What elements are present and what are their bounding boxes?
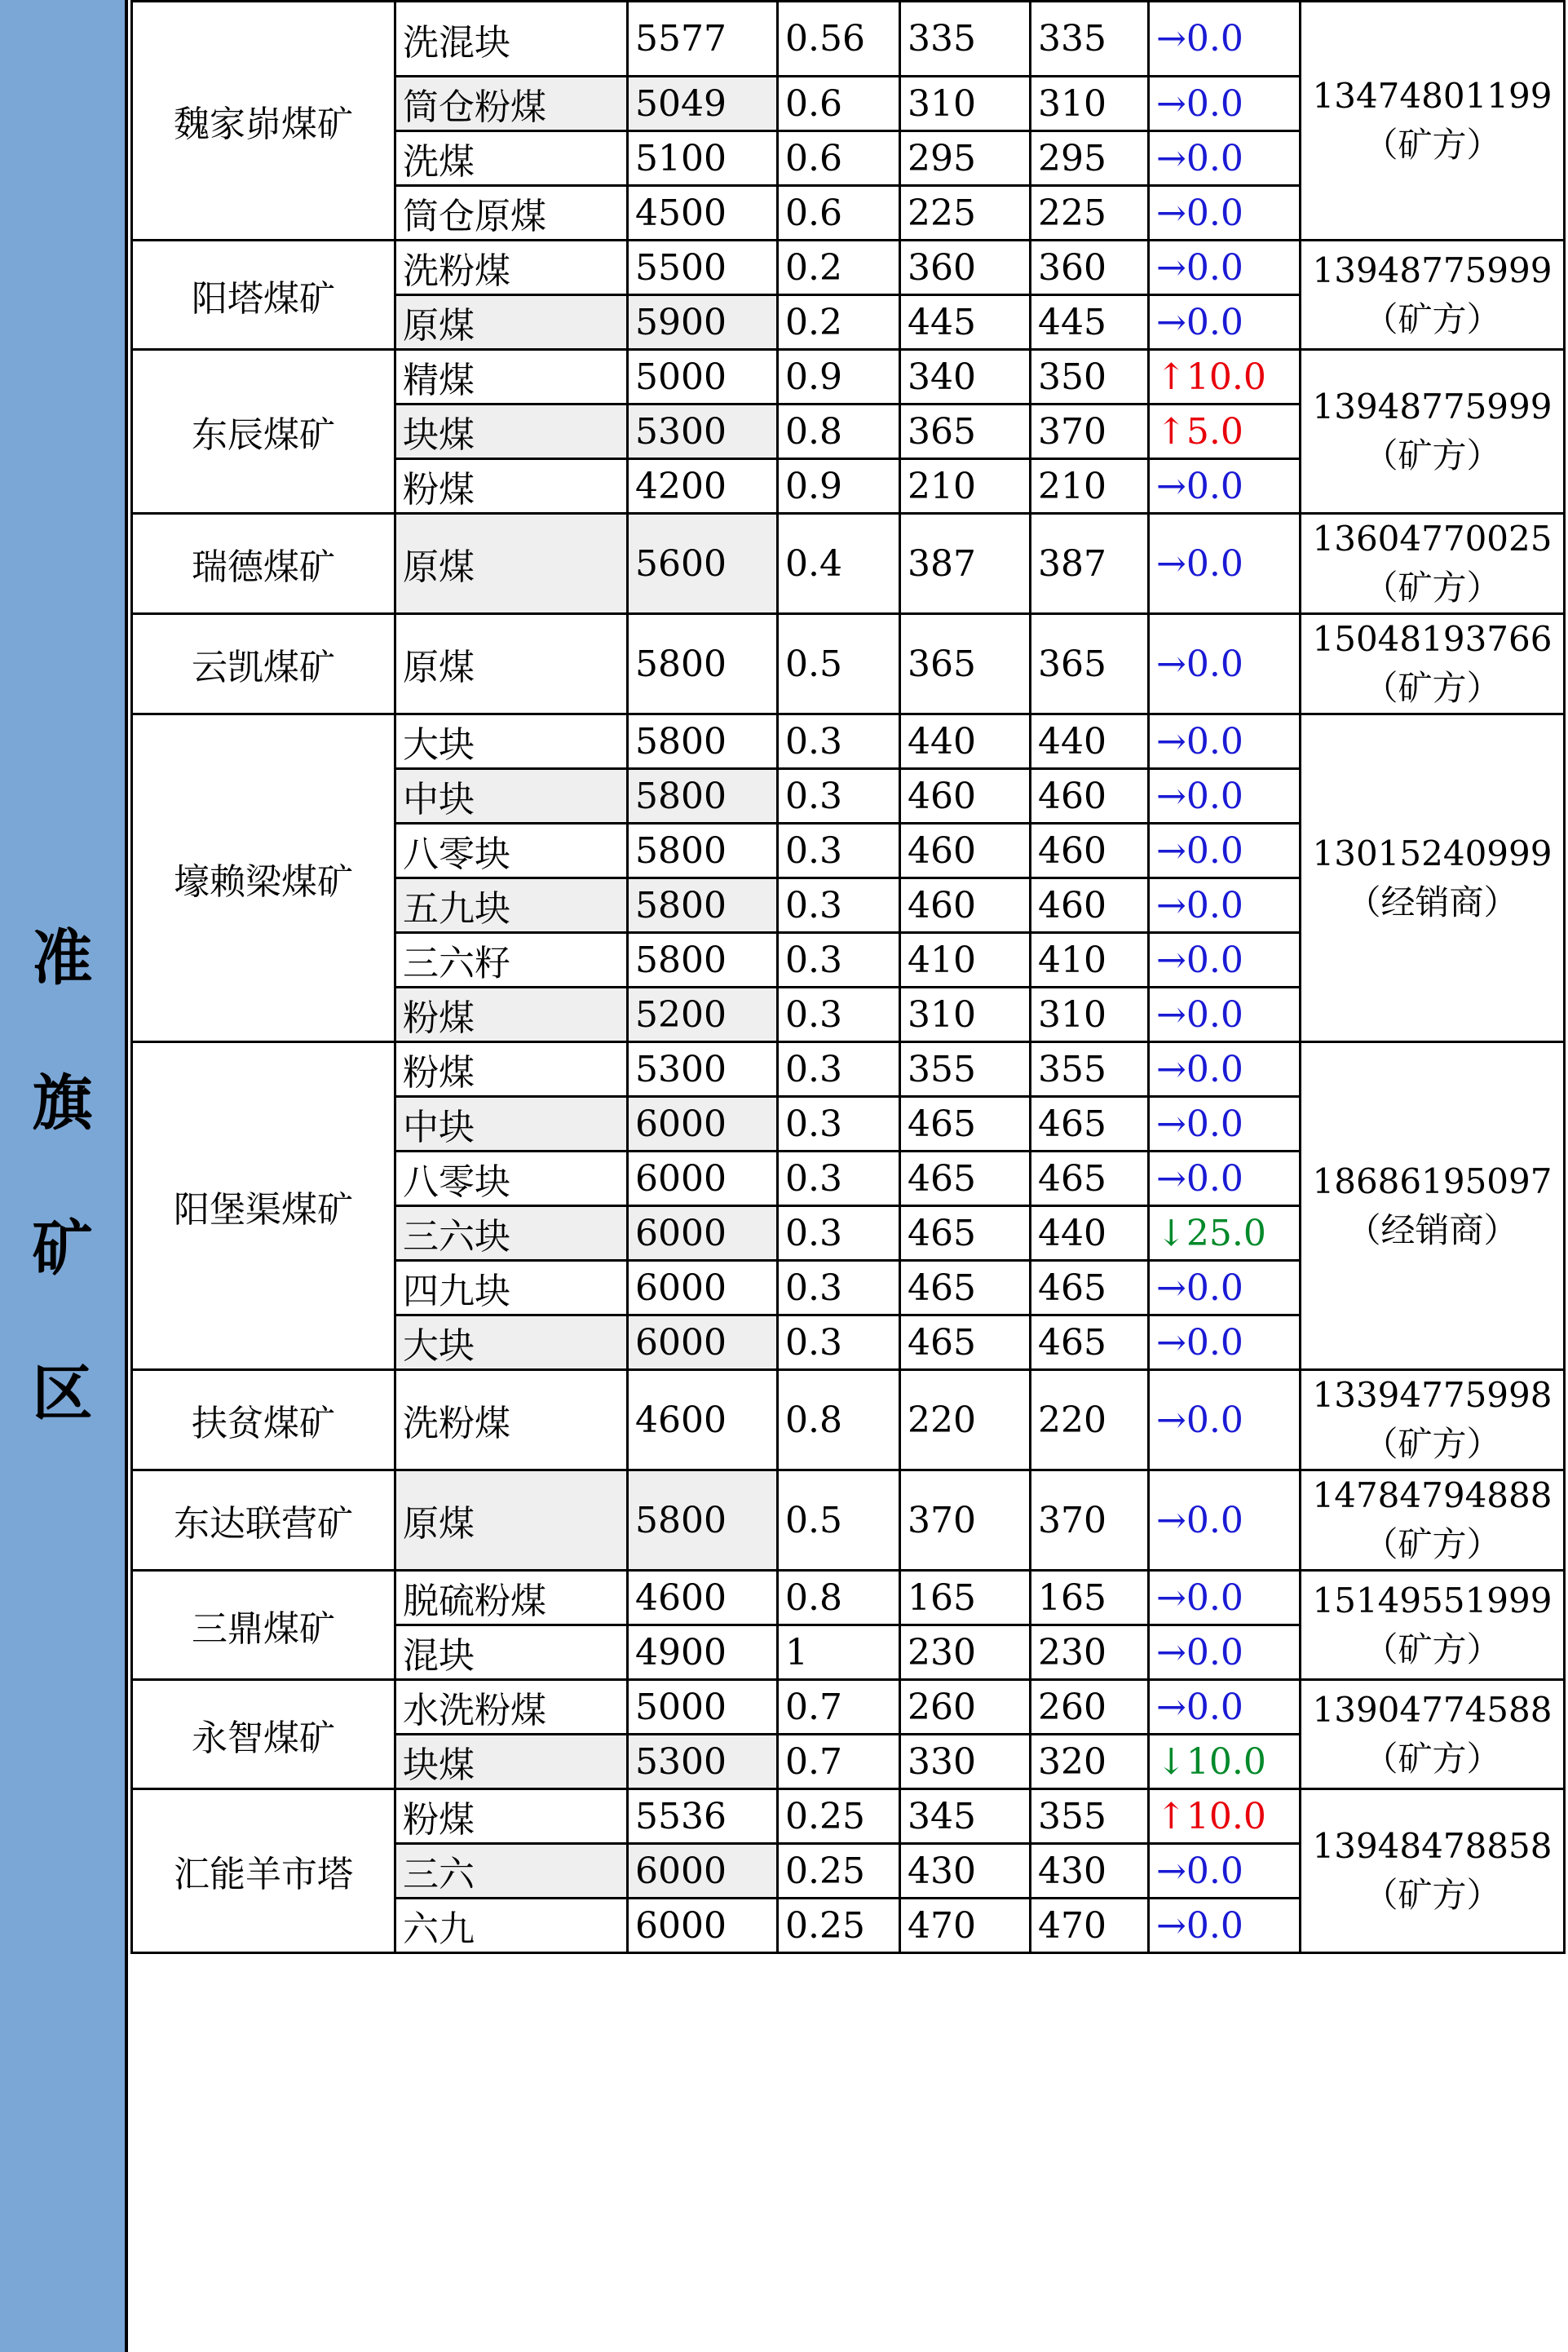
mine-name: 壕赖梁煤矿 xyxy=(132,714,395,1042)
price-change: ↑10.0 xyxy=(1149,1789,1301,1844)
mine-name: 阳塔煤矿 xyxy=(132,241,395,350)
current-price: 360 xyxy=(1031,241,1149,295)
previous-price: 295 xyxy=(900,131,1031,186)
table-row xyxy=(132,514,1565,614)
current-price: 470 xyxy=(1031,1899,1149,1953)
price-change: ↓10.0 xyxy=(1149,1735,1301,1789)
mine-name: 魏家峁煤矿 xyxy=(132,2,395,241)
current-price: 310 xyxy=(1031,77,1149,131)
sulfur-content: 0.2 xyxy=(778,295,900,350)
product-name: 筒仓粉煤 xyxy=(395,77,628,131)
sulfur-content: 0.7 xyxy=(778,1735,900,1789)
calorific-value: 5200 xyxy=(628,988,778,1042)
calorific-value: 4600 xyxy=(628,1571,778,1625)
contact-phone: 13904774588 xyxy=(1312,1689,1553,1730)
previous-price: 430 xyxy=(900,1844,1031,1899)
product-name: 精煤 xyxy=(395,350,628,405)
price-change: →0.0 xyxy=(1149,614,1301,714)
calorific-value: 5300 xyxy=(628,405,778,459)
calorific-value: 5000 xyxy=(628,350,778,405)
current-price: 365 xyxy=(1031,614,1149,714)
previous-price: 330 xyxy=(900,1735,1031,1789)
contact-phone: 18686195097 xyxy=(1312,1161,1553,1201)
current-price: 225 xyxy=(1031,186,1149,241)
sulfur-content: 0.2 xyxy=(778,241,900,295)
sulfur-content: 0.3 xyxy=(778,1261,900,1315)
calorific-value: 5800 xyxy=(628,824,778,878)
previous-price: 225 xyxy=(900,186,1031,241)
sulfur-content: 1 xyxy=(778,1625,900,1680)
contact-role: （矿方） xyxy=(1363,1875,1501,1915)
current-price: 430 xyxy=(1031,1844,1149,1899)
price-change: →0.0 xyxy=(1149,1261,1301,1315)
sulfur-content: 0.5 xyxy=(778,1470,900,1571)
product-name: 粉煤 xyxy=(395,1789,628,1844)
previous-price: 310 xyxy=(900,77,1031,131)
mine-name: 东辰煤矿 xyxy=(132,350,395,514)
product-name: 六九 xyxy=(395,1899,628,1953)
calorific-value: 5800 xyxy=(628,933,778,988)
table-row xyxy=(132,1571,1565,1625)
price-change: ↓25.0 xyxy=(1149,1206,1301,1261)
current-price: 220 xyxy=(1031,1370,1149,1470)
previous-price: 365 xyxy=(900,614,1031,714)
sulfur-content: 0.8 xyxy=(778,405,900,459)
contact-cell xyxy=(1301,241,1565,350)
calorific-value: 5800 xyxy=(628,769,778,824)
contact-cell xyxy=(1301,614,1565,714)
calorific-value: 5500 xyxy=(628,241,778,295)
calorific-value: 5800 xyxy=(628,1470,778,1571)
price-change: →0.0 xyxy=(1149,514,1301,614)
sulfur-content: 0.56 xyxy=(778,2,900,77)
product-name: 粉煤 xyxy=(395,459,628,514)
current-price: 387 xyxy=(1031,514,1149,614)
price-change: ↑10.0 xyxy=(1149,350,1301,405)
calorific-value: 6000 xyxy=(628,1206,778,1261)
price-change: ↑5.0 xyxy=(1149,405,1301,459)
product-name: 三六籽 xyxy=(395,933,628,988)
contact-cell xyxy=(1301,350,1565,514)
previous-price: 387 xyxy=(900,514,1031,614)
product-name: 八零块 xyxy=(395,824,628,878)
current-price: 355 xyxy=(1031,1789,1149,1844)
current-price: 210 xyxy=(1031,459,1149,514)
previous-price: 410 xyxy=(900,933,1031,988)
price-change: →0.0 xyxy=(1149,459,1301,514)
table-row xyxy=(132,2,1565,77)
table-row xyxy=(132,1789,1565,1844)
contact-cell xyxy=(1301,1680,1565,1789)
contact-role: （矿方） xyxy=(1363,435,1501,475)
contact-role: （矿方） xyxy=(1363,1424,1501,1464)
previous-price: 445 xyxy=(900,295,1031,350)
calorific-value: 4200 xyxy=(628,459,778,514)
previous-price: 465 xyxy=(900,1206,1031,1261)
calorific-value: 4600 xyxy=(628,1370,778,1470)
sulfur-content: 0.3 xyxy=(778,933,900,988)
sulfur-content: 0.25 xyxy=(778,1844,900,1899)
price-change: →0.0 xyxy=(1149,77,1301,131)
sulfur-content: 0.4 xyxy=(778,514,900,614)
product-name: 洗粉煤 xyxy=(395,1370,628,1470)
product-name: 五九块 xyxy=(395,878,628,933)
price-change: →0.0 xyxy=(1149,1680,1301,1735)
sulfur-content: 0.3 xyxy=(778,1315,900,1370)
previous-price: 465 xyxy=(900,1097,1031,1152)
calorific-value: 4500 xyxy=(628,186,778,241)
price-change: →0.0 xyxy=(1149,1097,1301,1152)
product-name: 混块 xyxy=(395,1625,628,1680)
current-price: 465 xyxy=(1031,1261,1149,1315)
region-char: 区 xyxy=(32,1359,93,1429)
previous-price: 260 xyxy=(900,1680,1031,1735)
current-price: 355 xyxy=(1031,1042,1149,1097)
calorific-value: 4900 xyxy=(628,1625,778,1680)
previous-price: 335 xyxy=(900,2,1031,77)
current-price: 165 xyxy=(1031,1571,1149,1625)
current-price: 320 xyxy=(1031,1735,1149,1789)
previous-price: 365 xyxy=(900,405,1031,459)
region-char: 旗 xyxy=(32,1068,93,1138)
mine-name: 三鼎煤矿 xyxy=(132,1571,395,1680)
price-change: →0.0 xyxy=(1149,1470,1301,1571)
calorific-value: 5100 xyxy=(628,131,778,186)
previous-price: 220 xyxy=(900,1370,1031,1470)
contact-cell xyxy=(1301,1571,1565,1680)
sulfur-content: 0.5 xyxy=(778,614,900,714)
calorific-value: 5300 xyxy=(628,1735,778,1789)
contact-phone: 13015240999 xyxy=(1312,833,1553,873)
current-price: 295 xyxy=(1031,131,1149,186)
mine-name: 永智煤矿 xyxy=(132,1680,395,1789)
previous-price: 460 xyxy=(900,769,1031,824)
current-price: 335 xyxy=(1031,2,1149,77)
previous-price: 465 xyxy=(900,1152,1031,1206)
previous-price: 310 xyxy=(900,988,1031,1042)
current-price: 310 xyxy=(1031,988,1149,1042)
contact-phone: 15149551999 xyxy=(1312,1580,1553,1620)
calorific-value: 5900 xyxy=(628,295,778,350)
sulfur-content: 0.3 xyxy=(778,1206,900,1261)
region-char: 矿 xyxy=(32,1214,93,1284)
product-name: 中块 xyxy=(395,769,628,824)
table-row xyxy=(132,714,1565,769)
product-name: 原煤 xyxy=(395,295,628,350)
table-row xyxy=(132,614,1565,714)
current-price: 460 xyxy=(1031,769,1149,824)
contact-phone: 13604770025 xyxy=(1312,519,1553,559)
price-change: →0.0 xyxy=(1149,988,1301,1042)
sulfur-content: 0.9 xyxy=(778,459,900,514)
product-name: 块煤 xyxy=(395,1735,628,1789)
product-name: 中块 xyxy=(395,1097,628,1152)
price-change: →0.0 xyxy=(1149,1370,1301,1470)
current-price: 410 xyxy=(1031,933,1149,988)
previous-price: 460 xyxy=(900,878,1031,933)
sulfur-content: 0.3 xyxy=(778,878,900,933)
product-name: 水洗粉煤 xyxy=(395,1680,628,1735)
sulfur-content: 0.3 xyxy=(778,1097,900,1152)
sulfur-content: 0.3 xyxy=(778,1152,900,1206)
contact-phone: 14784794888 xyxy=(1312,1475,1553,1515)
sulfur-content: 0.6 xyxy=(778,77,900,131)
previous-price: 210 xyxy=(900,459,1031,514)
product-name: 筒仓原煤 xyxy=(395,186,628,241)
product-name: 三六 xyxy=(395,1844,628,1899)
region-char: 准 xyxy=(32,923,93,993)
contact-role: （矿方） xyxy=(1363,668,1501,708)
current-price: 440 xyxy=(1031,1206,1149,1261)
previous-price: 360 xyxy=(900,241,1031,295)
calorific-value: 6000 xyxy=(628,1844,778,1899)
current-price: 465 xyxy=(1031,1152,1149,1206)
contact-phone: 13394775998 xyxy=(1312,1375,1553,1415)
previous-price: 465 xyxy=(900,1315,1031,1370)
previous-price: 370 xyxy=(900,1470,1031,1571)
product-name: 原煤 xyxy=(395,514,628,614)
contact-cell xyxy=(1301,1042,1565,1370)
previous-price: 165 xyxy=(900,1571,1031,1625)
price-change: →0.0 xyxy=(1149,1571,1301,1625)
calorific-value: 5000 xyxy=(628,1680,778,1735)
price-change: →0.0 xyxy=(1149,824,1301,878)
price-change: →0.0 xyxy=(1149,1899,1301,1953)
contact-phone: 13948775999 xyxy=(1312,387,1553,427)
sulfur-content: 0.9 xyxy=(778,350,900,405)
mine-name: 云凯煤矿 xyxy=(132,614,395,714)
contact-role: （经销商） xyxy=(1346,882,1518,922)
calorific-value: 5800 xyxy=(628,878,778,933)
calorific-value: 5300 xyxy=(628,1042,778,1097)
contact-cell xyxy=(1301,1370,1565,1470)
current-price: 370 xyxy=(1031,405,1149,459)
current-price: 350 xyxy=(1031,350,1149,405)
current-price: 230 xyxy=(1031,1625,1149,1680)
contact-phone: 13948775999 xyxy=(1312,250,1553,290)
calorific-value: 6000 xyxy=(628,1152,778,1206)
product-name: 块煤 xyxy=(395,405,628,459)
contact-role: （矿方） xyxy=(1363,1738,1501,1779)
product-name: 粉煤 xyxy=(395,988,628,1042)
current-price: 460 xyxy=(1031,824,1149,878)
sulfur-content: 0.3 xyxy=(778,824,900,878)
contact-cell xyxy=(1301,1789,1565,1953)
current-price: 460 xyxy=(1031,878,1149,933)
price-change: →0.0 xyxy=(1149,131,1301,186)
price-change: →0.0 xyxy=(1149,769,1301,824)
mine-name: 阳堡渠煤矿 xyxy=(132,1042,395,1370)
contact-cell xyxy=(1301,714,1565,1042)
table-row xyxy=(132,241,1565,295)
contact-role: （经销商） xyxy=(1346,1209,1518,1250)
previous-price: 355 xyxy=(900,1042,1031,1097)
table-row xyxy=(132,1680,1565,1735)
sulfur-content: 0.3 xyxy=(778,714,900,769)
price-change: →0.0 xyxy=(1149,186,1301,241)
table-row xyxy=(132,1042,1565,1097)
calorific-value: 6000 xyxy=(628,1097,778,1152)
product-name: 大块 xyxy=(395,714,628,769)
current-price: 370 xyxy=(1031,1470,1149,1571)
contact-cell xyxy=(1301,2,1565,241)
sulfur-content: 0.7 xyxy=(778,1680,900,1735)
calorific-value: 5800 xyxy=(628,614,778,714)
calorific-value: 6000 xyxy=(628,1315,778,1370)
sulfur-content: 0.3 xyxy=(778,1042,900,1097)
previous-price: 465 xyxy=(900,1261,1031,1315)
price-change: →0.0 xyxy=(1149,933,1301,988)
current-price: 260 xyxy=(1031,1680,1149,1735)
price-change: →0.0 xyxy=(1149,2,1301,77)
price-change: →0.0 xyxy=(1149,295,1301,350)
contact-role: （矿方） xyxy=(1363,568,1501,608)
mine-name: 东达联营矿 xyxy=(132,1470,395,1571)
region-label xyxy=(0,0,128,2352)
price-change: →0.0 xyxy=(1149,1625,1301,1680)
sulfur-content: 0.25 xyxy=(778,1789,900,1844)
current-price: 465 xyxy=(1031,1097,1149,1152)
mine-name: 瑞德煤矿 xyxy=(132,514,395,614)
product-name: 洗混块 xyxy=(395,2,628,77)
calorific-value: 5800 xyxy=(628,714,778,769)
product-name: 大块 xyxy=(395,1315,628,1370)
sulfur-content: 0.3 xyxy=(778,988,900,1042)
product-name: 粉煤 xyxy=(395,1042,628,1097)
contact-phone: 15048193766 xyxy=(1312,619,1553,659)
sulfur-content: 0.6 xyxy=(778,131,900,186)
calorific-value: 6000 xyxy=(628,1261,778,1315)
table-row xyxy=(132,1370,1565,1470)
sulfur-content: 0.3 xyxy=(778,769,900,824)
product-name: 原煤 xyxy=(395,1470,628,1571)
product-name: 脱硫粉煤 xyxy=(395,1571,628,1625)
contact-role: （矿方） xyxy=(1363,1524,1501,1564)
calorific-value: 6000 xyxy=(628,1899,778,1953)
table-row xyxy=(132,350,1565,405)
price-change: →0.0 xyxy=(1149,241,1301,295)
previous-price: 230 xyxy=(900,1625,1031,1680)
previous-price: 345 xyxy=(900,1789,1031,1844)
calorific-value: 5577 xyxy=(628,2,778,77)
contact-phone: 13948478858 xyxy=(1312,1826,1553,1866)
current-price: 465 xyxy=(1031,1315,1149,1370)
contact-role: （矿方） xyxy=(1363,125,1501,165)
sulfur-content: 0.25 xyxy=(778,1899,900,1953)
price-change: →0.0 xyxy=(1149,878,1301,933)
table-row xyxy=(132,1470,1565,1571)
product-name: 原煤 xyxy=(395,614,628,714)
price-change: →0.0 xyxy=(1149,714,1301,769)
price-change: →0.0 xyxy=(1149,1042,1301,1097)
price-change: →0.0 xyxy=(1149,1152,1301,1206)
calorific-value: 5049 xyxy=(628,77,778,131)
previous-price: 460 xyxy=(900,824,1031,878)
contact-role: （矿方） xyxy=(1363,298,1501,339)
previous-price: 340 xyxy=(900,350,1031,405)
product-name: 八零块 xyxy=(395,1152,628,1206)
contact-cell xyxy=(1301,514,1565,614)
contact-phone: 13474801199 xyxy=(1312,76,1553,116)
mine-name: 汇能羊市塔 xyxy=(132,1789,395,1953)
contact-cell xyxy=(1301,1470,1565,1571)
product-name: 三六块 xyxy=(395,1206,628,1261)
calorific-value: 5536 xyxy=(628,1789,778,1844)
product-name: 四九块 xyxy=(395,1261,628,1315)
price-change: →0.0 xyxy=(1149,1844,1301,1899)
product-name: 洗煤 xyxy=(395,131,628,186)
calorific-value: 5600 xyxy=(628,514,778,614)
coal-price-table xyxy=(130,0,1566,1954)
current-price: 445 xyxy=(1031,295,1149,350)
contact-role: （矿方） xyxy=(1363,1629,1501,1669)
previous-price: 470 xyxy=(900,1899,1031,1953)
price-change: →0.0 xyxy=(1149,1315,1301,1370)
previous-price: 440 xyxy=(900,714,1031,769)
mine-name: 扶贫煤矿 xyxy=(132,1370,395,1470)
sulfur-content: 0.6 xyxy=(778,186,900,241)
sulfur-content: 0.8 xyxy=(778,1370,900,1470)
sulfur-content: 0.8 xyxy=(778,1571,900,1625)
current-price: 440 xyxy=(1031,714,1149,769)
product-name: 洗粉煤 xyxy=(395,241,628,295)
